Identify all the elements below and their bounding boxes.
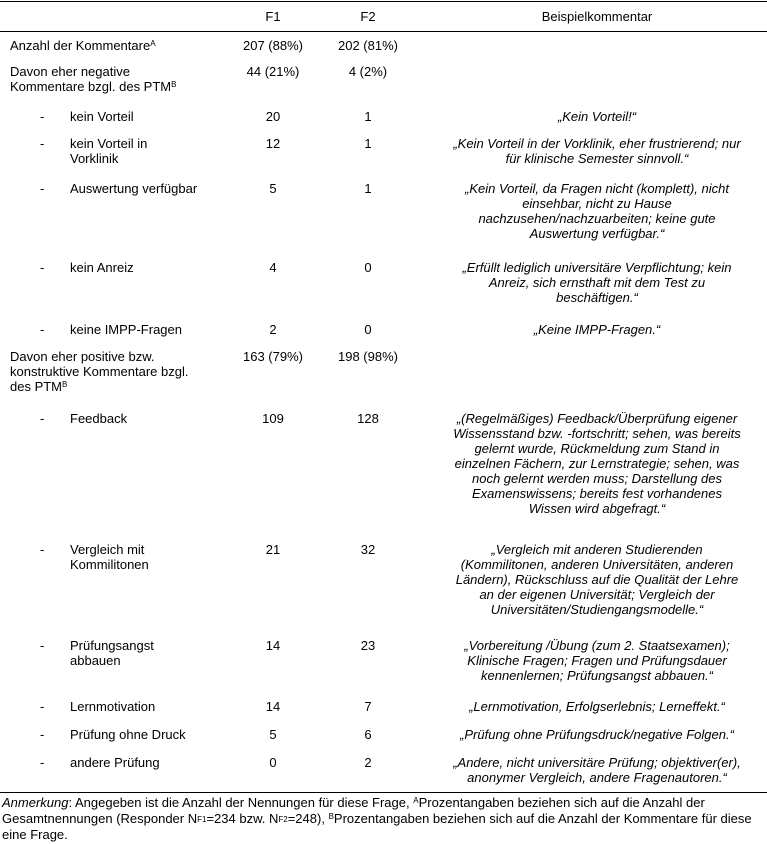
neg-item-4-f1: 2: [269, 322, 277, 337]
pos-item-4-label: [70, 727, 186, 742]
neg-item-0-bullet: -: [40, 109, 45, 124]
pos-item-5-bullet: -: [40, 755, 45, 770]
header-comment: Beispielkommentar: [541, 9, 653, 24]
header-f2: F2: [360, 9, 376, 24]
pos-item-0-comment-line: „(Regelmäßiges) Feedback/Überprüfung eigener: [456, 411, 738, 426]
neg-item-4-f2: 0: [364, 322, 372, 337]
negative-label-line1: Davon eher negative: [10, 64, 130, 79]
pos-item-0-comment-line: einzelnen Fächern, zur Lernstrategie; sehen, was: [454, 456, 740, 471]
pos-item-4-f2: 6: [364, 727, 372, 742]
pos-item-1-f2: 32: [360, 542, 376, 557]
pos-item-2-label: [70, 638, 154, 668]
pos-item-0-f1: 109: [262, 411, 284, 426]
neg-item-2-label: [70, 181, 197, 196]
footnote-text-2: Prozentangaben beziehen sich auf die Anzahl der Gesamtnennungen (Responder N: [2, 795, 705, 826]
pos-item-0-label-line: Feedback: [70, 411, 128, 426]
pos-item-3-label: [70, 699, 155, 714]
total-label: [10, 38, 156, 53]
positive-label-line3-wrap: [10, 379, 188, 394]
negative-f1: 44 (21%): [246, 64, 300, 79]
neg-item-3-comment: [422, 260, 767, 305]
footnote-text-4: =248),: [287, 811, 329, 826]
pos-item-5-label: [70, 755, 160, 770]
pos-item-4-label-line: Prüfung ohne Druck: [70, 727, 186, 742]
neg-item-1-comment-line: für klinische Semester sinnvoll.“: [505, 151, 689, 166]
pos-item-1-bullet: -: [40, 542, 45, 557]
negative-label-sup: B: [171, 80, 177, 89]
pos-item-2-f1: 14: [265, 638, 281, 653]
pos-item-0-comment: [422, 411, 767, 516]
pos-item-2-bullet: -: [40, 638, 45, 653]
pos-item-0-comment-line: Wissensstand bzw. -fortschritt; sehen, was bereits: [453, 426, 741, 441]
neg-item-0-label: [70, 109, 134, 124]
pos-item-1-comment-line: an der eigenen Universität; Vergleich der: [479, 587, 715, 602]
pos-item-1-f1: 21: [265, 542, 281, 557]
negative-label: [10, 64, 176, 94]
pos-item-1-label-line: Kommilitonen: [70, 557, 149, 572]
positive-label-line3: des PTM: [10, 379, 63, 394]
pos-item-3-f1: 14: [265, 699, 281, 714]
pos-item-3-label-line: Lernmotivation: [70, 699, 156, 714]
neg-item-2-label-line: Auswertung verfügbar: [70, 181, 198, 196]
neg-item-1-comment: [422, 136, 767, 166]
neg-item-2-comment: [422, 181, 767, 241]
pos-item-3-f2: 7: [364, 699, 372, 714]
pos-item-2-comment-line: Klinische Fragen; Fragen und Prüfungsdauer: [467, 653, 727, 668]
pos-item-5-comment-line: „Andere, nicht universitäre Prüfung; objektiver(er),: [453, 755, 741, 770]
footnote-text-3: =234 bzw. N: [206, 811, 279, 826]
footnote-text-1: : Angegeben ist die Anzahl der Nennungen für diese Frage,: [68, 795, 414, 810]
neg-item-3-label-line: kein Anreiz: [70, 260, 134, 275]
pos-item-2-label-line: Prüfungsangst: [70, 638, 154, 653]
neg-item-1-bullet: -: [40, 136, 45, 151]
neg-item-3-label: [70, 260, 134, 275]
neg-item-0-f1: 20: [265, 109, 281, 124]
neg-item-4-comment-line: „Keine IMPP-Fragen.“: [533, 322, 661, 337]
pos-item-1-comment-line: Universitäten/Studiengangsmodelle.“: [490, 602, 704, 617]
neg-item-4-comment: [422, 322, 767, 337]
pos-item-5-f2: 2: [364, 755, 372, 770]
neg-item-4-label: [70, 322, 182, 337]
pos-item-1-comment-line: Ländern), Rückschluss auf die Qualität der Lehre: [455, 572, 739, 587]
pos-item-2-f2: 23: [360, 638, 376, 653]
neg-item-2-comment-line: „Kein Vorteil, da Fragen nicht (komplett), nicht: [465, 181, 729, 196]
negative-f2: 4 (2%): [348, 64, 388, 79]
pos-item-2-comment: [422, 638, 767, 683]
header-f1: F1: [265, 9, 281, 24]
neg-item-1-f1: 12: [265, 136, 281, 151]
neg-item-0-comment-line: „Kein Vorteil!“: [557, 109, 637, 124]
pos-item-4-comment: [422, 727, 767, 742]
top-rule: [0, 1, 767, 2]
pos-item-3-bullet: -: [40, 699, 45, 714]
total-label-text: Anzahl der Kommentare: [10, 38, 151, 53]
positive-label-line2: konstruktive Kommentare bzgl.: [10, 364, 189, 379]
neg-item-3-f2: 0: [364, 260, 372, 275]
pos-item-0-label: [70, 411, 127, 426]
table-footnote: [2, 795, 762, 843]
pos-item-3-comment: [422, 699, 767, 714]
neg-item-3-comment-line: Anreiz, sich ernsthaft mit dem Test zu: [488, 275, 706, 290]
negative-label-line2: Kommentare bzgl. des PTM: [10, 79, 172, 94]
footnote-sub-f2: F2: [278, 815, 288, 824]
neg-item-2-comment-line: einsehbar, nicht zu Hause: [522, 196, 672, 211]
pos-item-5-label-line: andere Prüfung: [70, 755, 160, 770]
pos-item-0-bullet: -: [40, 411, 45, 426]
pos-item-1-comment: [422, 542, 767, 617]
pos-item-0-comment-line: gelernt wurde, Rückmeldung zum Stand in: [474, 441, 720, 456]
neg-item-3-bullet: -: [40, 260, 45, 275]
neg-item-3-comment-line: „Erfüllt lediglich universitäre Verpflichtung; kein: [462, 260, 732, 275]
neg-item-1-label-line: kein Vorteil in: [70, 136, 148, 151]
pos-item-0-comment-line: Examenswissens; bereits fest vorhandenes: [471, 486, 722, 501]
neg-item-4-bullet: -: [40, 322, 45, 337]
positive-label-line1: Davon eher positive bzw.: [10, 349, 155, 364]
neg-item-2-bullet: -: [40, 181, 45, 196]
total-label-sup: A: [150, 39, 156, 48]
neg-item-0-f2: 1: [364, 109, 372, 124]
pos-item-4-f1: 5: [269, 727, 277, 742]
neg-item-0-label-line: kein Vorteil: [70, 109, 134, 124]
positive-label-sup: B: [62, 380, 68, 389]
bottom-rule: [0, 792, 767, 793]
footnote-sup-b: B: [328, 812, 334, 821]
pos-item-1-comment-line: (Kommilitonen, anderen Universitäten, anderen: [460, 557, 734, 572]
pos-item-5-f1: 0: [269, 755, 277, 770]
neg-item-2-comment-line: nachzusehen/nachzuarbeiten; keine gute: [478, 211, 716, 226]
neg-item-3-f1: 4: [269, 260, 277, 275]
footnote-sub-f1: F1: [197, 815, 207, 824]
neg-item-4-label-line: keine IMPP-Fragen: [70, 322, 182, 337]
positive-f1: 163 (79%): [243, 349, 303, 364]
pos-item-0-comment-line: noch gelernt werden muss; Darstellung des: [471, 471, 723, 486]
neg-item-3-comment-line: beschäftigen.“: [556, 290, 638, 305]
pos-item-4-comment-line: „Prüfung ohne Prüfungsdruck/negative Folgen.“: [460, 727, 734, 742]
pos-item-0-comment-line: Wissen wird abgefragt.“: [528, 501, 666, 516]
pos-item-2-comment-line: „Vorbereitung /Übung (zum 2. Staatsexamen);: [464, 638, 730, 653]
total-f2: 202 (81%): [338, 38, 398, 53]
neg-item-2-comment-line: Auswertung verfügbar.“: [529, 226, 665, 241]
neg-item-0-comment: [422, 109, 767, 124]
neg-item-1-comment-line: „Kein Vorteil in der Vorklinik, eher frustrierend; nur: [453, 136, 741, 151]
footnote-lead: Anmerkung: [2, 795, 69, 810]
pos-item-4-bullet: -: [40, 727, 45, 742]
neg-item-1-label: [70, 136, 147, 166]
header-rule: [0, 31, 767, 32]
footnote-text-5: Prozentangaben beziehen sich auf die Anzahl der Kommentare für diese eine Frage.: [2, 811, 752, 842]
pos-item-0-f2: 128: [357, 411, 379, 426]
pos-item-1-comment-line: „Vergleich mit anderen Studierenden: [491, 542, 703, 557]
pos-item-1-label: [70, 542, 149, 572]
neg-item-2-f2: 1: [364, 181, 372, 196]
pos-item-5-comment: [422, 755, 767, 785]
negative-label-line2-wrap: [10, 79, 176, 94]
positive-f2: 198 (98%): [338, 349, 398, 364]
pos-item-3-comment-line: „Lernmotivation, Erfolgserlebnis; Lerneffekt.“: [469, 699, 725, 714]
pos-item-1-label-line: Vergleich mit: [70, 542, 145, 557]
pos-item-2-label-line: abbauen: [70, 653, 121, 668]
footnote-sup-a: A: [413, 796, 419, 805]
total-f1: 207 (88%): [243, 38, 303, 53]
neg-item-2-f1: 5: [269, 181, 277, 196]
neg-item-1-f2: 1: [364, 136, 372, 151]
positive-label: [10, 349, 188, 394]
pos-item-5-comment-line: anonymer Vergleich, andere Fragenautoren.“: [467, 770, 727, 785]
neg-item-1-label-line: Vorklinik: [70, 151, 119, 166]
pos-item-2-comment-line: kennenlernen; Prüfungsangst abbauen.“: [480, 668, 713, 683]
